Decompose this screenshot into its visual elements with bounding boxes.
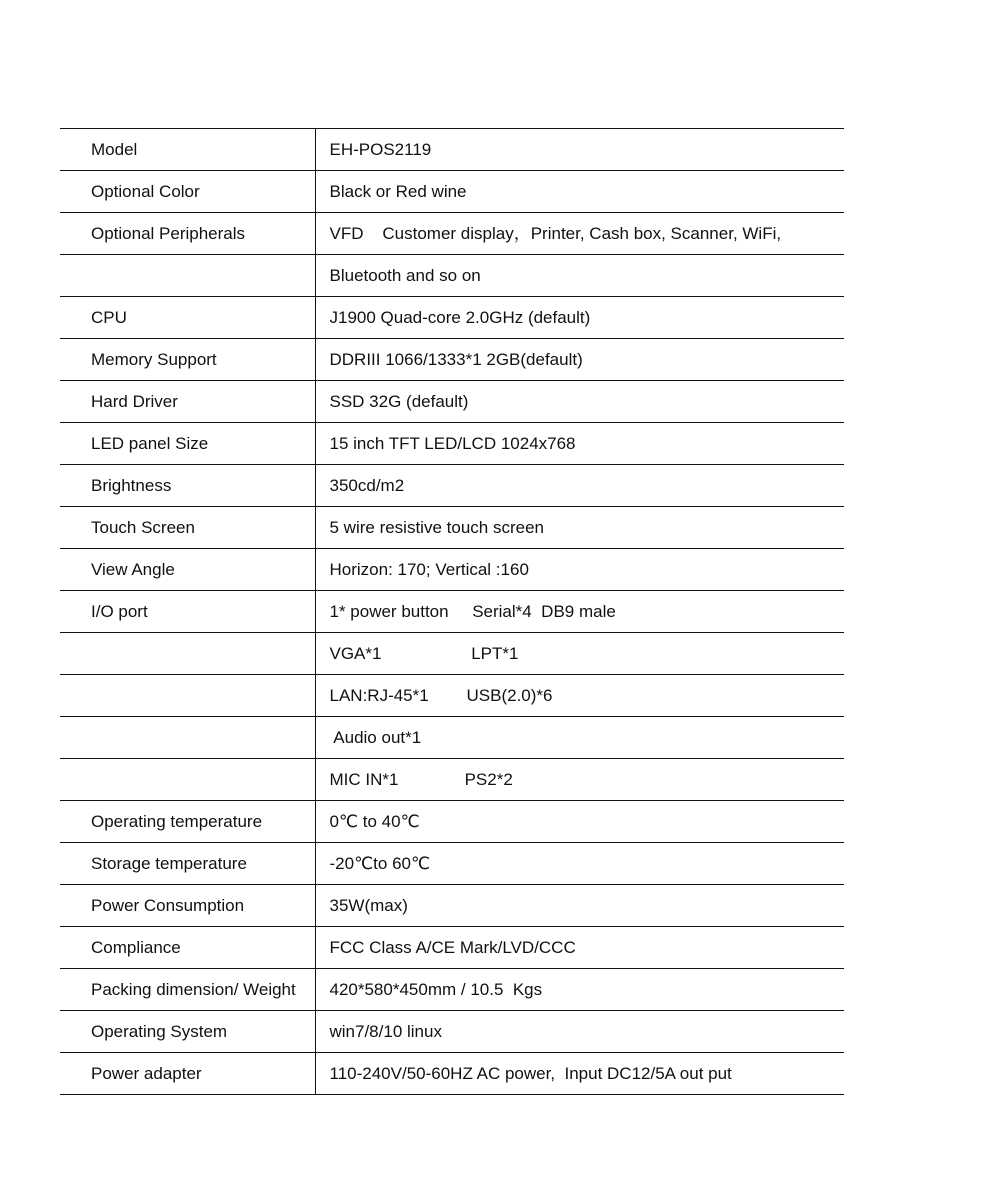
spec-value: 35W(max) xyxy=(315,885,844,927)
spec-table-body xyxy=(60,129,844,1095)
spec-value: 110-240V/50-60HZ AC power, Input DC12/5A out put xyxy=(315,1053,844,1095)
table-row xyxy=(60,1053,844,1095)
spec-value: Black or Red wine xyxy=(315,171,844,213)
spec-label: Operating System xyxy=(60,1011,315,1053)
spec-value: Audio out*1 xyxy=(315,717,844,759)
spec-value: VGA*1 LPT*1 xyxy=(315,633,844,675)
spec-table xyxy=(60,128,844,1095)
spec-label: Power Consumption xyxy=(60,885,315,927)
spec-label xyxy=(60,633,315,675)
table-row xyxy=(60,801,844,843)
spec-label: Storage temperature xyxy=(60,843,315,885)
spec-value: VFD Customer display，Printer, Cash box, Scanner, WiFi, xyxy=(315,213,844,255)
spec-value: Horizon: 170; Vertical :160 xyxy=(315,549,844,591)
spec-label: Model xyxy=(60,129,315,171)
spec-label: I/O port xyxy=(60,591,315,633)
table-row xyxy=(60,339,844,381)
table-row xyxy=(60,759,844,801)
spec-label xyxy=(60,759,315,801)
table-row xyxy=(60,381,844,423)
table-row xyxy=(60,885,844,927)
spec-label: Power adapter xyxy=(60,1053,315,1095)
spec-value: MIC IN*1 PS2*2 xyxy=(315,759,844,801)
spec-label xyxy=(60,675,315,717)
spec-value: 350cd/m2 xyxy=(315,465,844,507)
spec-label xyxy=(60,255,315,297)
table-row xyxy=(60,591,844,633)
table-row xyxy=(60,549,844,591)
spec-label xyxy=(60,717,315,759)
spec-label: Optional Peripherals xyxy=(60,213,315,255)
spec-value: win7/8/10 linux xyxy=(315,1011,844,1053)
spec-value: 0℃ to 40℃ xyxy=(315,801,844,843)
spec-value: FCC Class A/CE Mark/LVD/CCC xyxy=(315,927,844,969)
spec-label: Optional Color xyxy=(60,171,315,213)
spec-value: SSD 32G (default) xyxy=(315,381,844,423)
spec-label: Brightness xyxy=(60,465,315,507)
table-row xyxy=(60,969,844,1011)
spec-label: Memory Support xyxy=(60,339,315,381)
spec-value: EH-POS2119 xyxy=(315,129,844,171)
spec-label: Operating temperature xyxy=(60,801,315,843)
spec-label: Hard Driver xyxy=(60,381,315,423)
spec-value: LAN:RJ-45*1 USB(2.0)*6 xyxy=(315,675,844,717)
table-row xyxy=(60,213,844,255)
table-row xyxy=(60,633,844,675)
table-row xyxy=(60,297,844,339)
spec-label: Packing dimension/ Weight xyxy=(60,969,315,1011)
spec-value: -20℃to 60℃ xyxy=(315,843,844,885)
spec-value: 1* power button Serial*4 DB9 male xyxy=(315,591,844,633)
table-row xyxy=(60,843,844,885)
spec-value: 15 inch TFT LED/LCD 1024x768 xyxy=(315,423,844,465)
table-row xyxy=(60,255,844,297)
spec-label: Touch Screen xyxy=(60,507,315,549)
spec-value: J1900 Quad-core 2.0GHz (default) xyxy=(315,297,844,339)
table-row xyxy=(60,675,844,717)
spec-value: DDRIII 1066/1333*1 2GB(default) xyxy=(315,339,844,381)
table-row xyxy=(60,171,844,213)
spec-value: Bluetooth and so on xyxy=(315,255,844,297)
spec-label: Compliance xyxy=(60,927,315,969)
table-row xyxy=(60,129,844,171)
table-row xyxy=(60,465,844,507)
table-row xyxy=(60,927,844,969)
spec-value: 5 wire resistive touch screen xyxy=(315,507,844,549)
spec-label: LED panel Size xyxy=(60,423,315,465)
spec-label: CPU xyxy=(60,297,315,339)
spec-label: View Angle xyxy=(60,549,315,591)
table-row xyxy=(60,423,844,465)
spec-value: 420*580*450mm / 10.5 Kgs xyxy=(315,969,844,1011)
table-row xyxy=(60,717,844,759)
table-row xyxy=(60,1011,844,1053)
table-row xyxy=(60,507,844,549)
